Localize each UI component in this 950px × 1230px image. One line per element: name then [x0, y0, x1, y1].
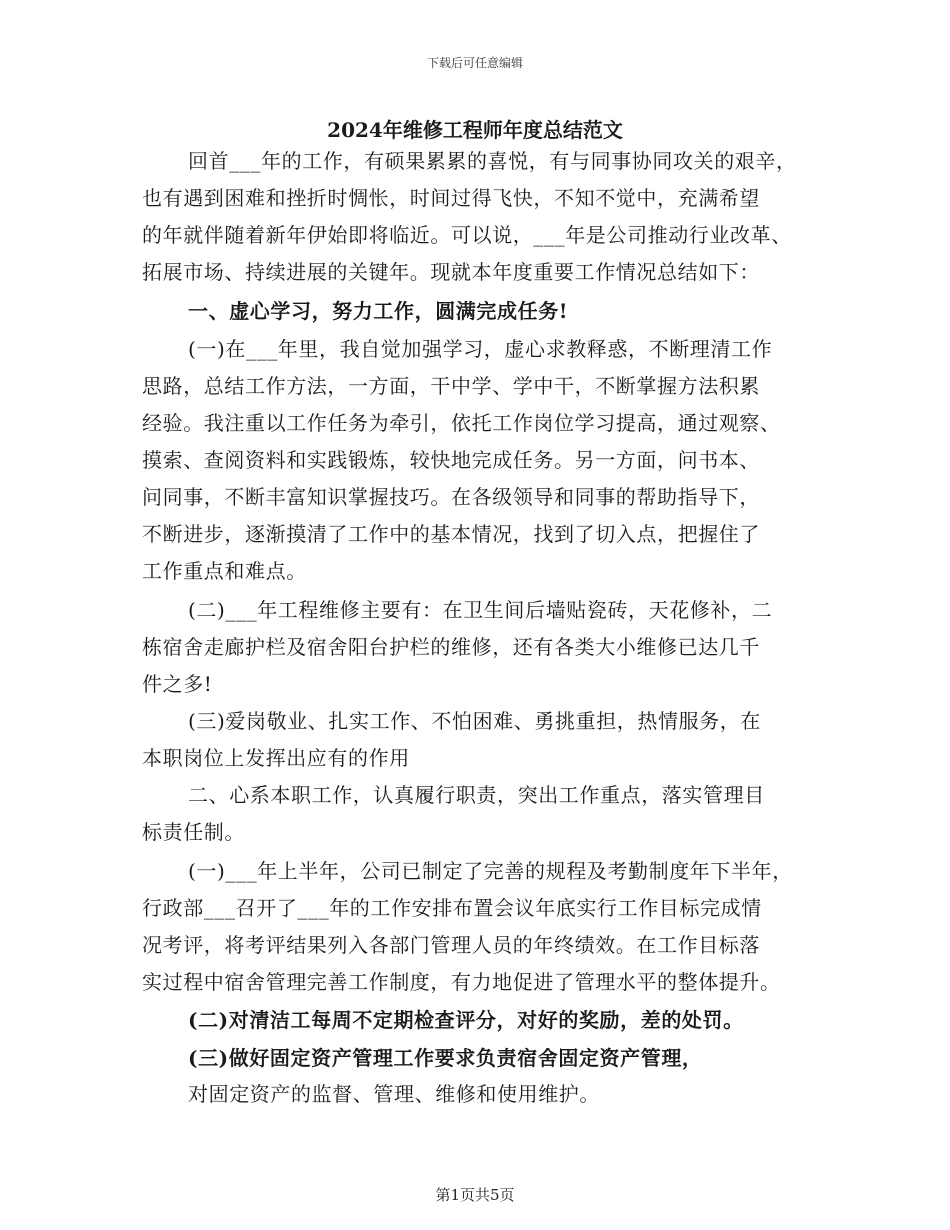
text-line: 经验。我注重以工作任务为牵引，依托工作岗位学习提高，通过观察、: [142, 411, 781, 435]
bold-text-line: (三)做好固定资产管理工作要求负责宿舍固定资产管理，: [188, 1046, 703, 1070]
section-heading: 一、虚心学习，努力工作，圆满完成任务!: [188, 299, 569, 323]
text-line: 本职岗位上发挥出应有的作用: [142, 746, 410, 770]
section-heading: 二、心系本职工作，认真履行职责，突出工作重点，落实管理目: [188, 783, 765, 807]
text-line: 拓展市场、持续进展的关键年。现就本年度重要工作情况总结如下：: [142, 260, 760, 284]
text-line: 实过程中宿舍管理完善工作制度，有力地促进了管理水平的整体提升。: [142, 970, 781, 994]
text-line: 工作重点和难点。: [142, 559, 307, 583]
text-line: 行政部___召开了___年的工作安排布置会议年底实行工作目标完成情: [142, 896, 762, 920]
page-header: 下载后可任意编辑: [426, 56, 523, 70]
text-line: 件之多!: [142, 672, 213, 696]
text-line: 摸索、查阅资料和实践锻炼，较快地完成任务。另一方面，问书本、: [142, 448, 760, 472]
text-line: 栋宿舍走廊护栏及宿舍阳台护栏的维修，还有各类大小维修已达几千: [142, 635, 760, 659]
text-line: 问同事，不断丰富知识掌握技巧。在各级领导和同事的帮助指导下，: [142, 485, 760, 509]
text-line: 对固定资产的监督、管理、维修和使用维护。: [188, 1082, 600, 1106]
text-line: 不断进步，逐渐摸清了工作中的基本情况，找到了切入点，把握住了: [142, 522, 760, 546]
page-footer: 第1页共5页: [435, 1186, 515, 1204]
text-line: (三)爱岗敬业、扎实工作、不怕困难、勇挑重担，热情服务，在: [188, 709, 762, 733]
text-line: 的年就伴随着新年伊始即将临近。可以说，___年是公司推动行业改革、: [142, 223, 792, 247]
bold-text-line: (二)对清洁工每周不定期检查评分，对好的奖励，差的处罚。: [188, 1008, 744, 1032]
document-title: 2024年维修工程师年度总结范文: [327, 118, 623, 142]
text-line: 思路，总结工作方法，一方面，干中学、学中干，不断掌握方法积累: [142, 374, 760, 398]
text-line: 也有遇到困难和挫折时惆怅，时间过得飞快，不知不觉中，充满希望: [142, 186, 760, 210]
text-line: (一)在___年里，我自觉加强学习，虚心求教释惑，不断理清工作: [188, 337, 773, 361]
text-line: 回首___年的工作，有硕果累累的喜悦，有与同事协同攻关的艰辛，: [188, 149, 797, 173]
text-line: 况考评，将考评结果列入各部门管理人员的年终绩效。在工作目标落: [142, 933, 760, 957]
text-line: 标责任制。: [142, 820, 245, 844]
text-line: (二)___年工程维修主要有：在卫生间后墙贴瓷砖，天花修补，二: [188, 598, 773, 622]
text-line: (一)___年上半年，公司已制定了完善的规程及考勤制度年下半年，: [188, 859, 793, 883]
